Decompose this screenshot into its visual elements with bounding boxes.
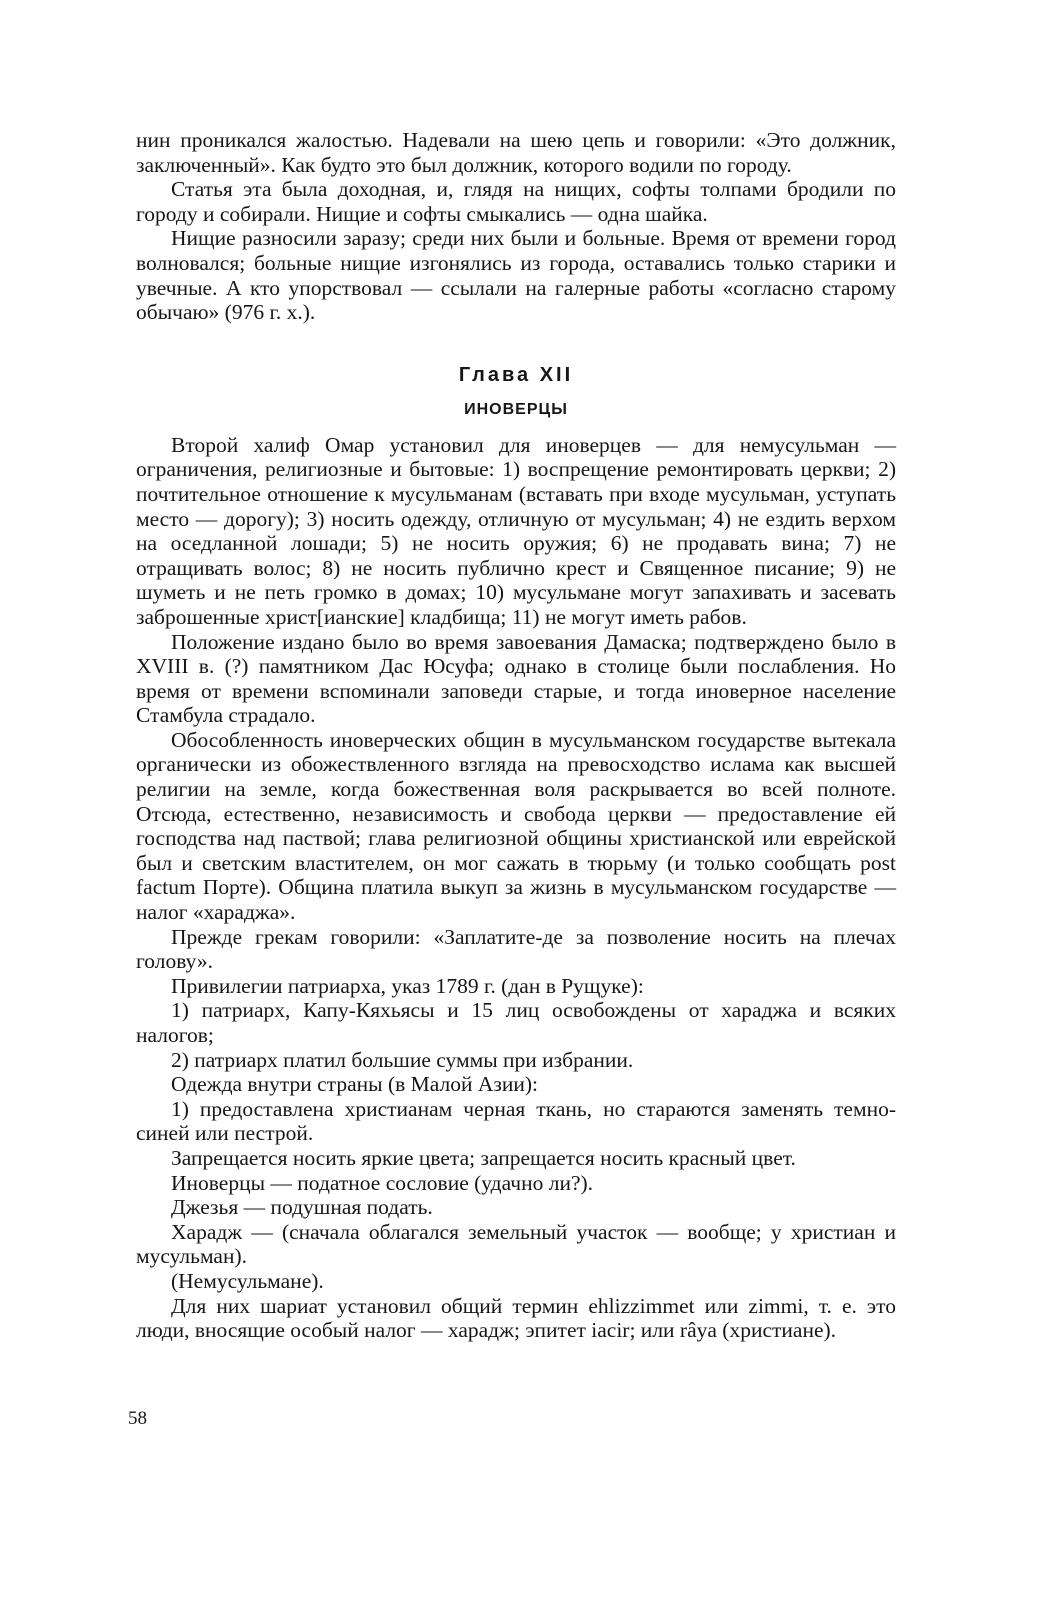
paragraph: Харадж — (сначала облагался земельный участок — вообще; у христиан и мусульман). (136, 1219, 896, 1269)
chapter-title: Глава XII (458, 363, 574, 386)
paragraph: Обособленность иноверческих общин в мусульманском государстве вытекала органически из обожествленного взгляда на превосходство ислама как высшей религии на земле, когда божественная воля раскрывается во всей полноте. Отсюда, естественно, независимость и свобода церкви — предоставление ей господства над паствой; глава религиозной общины христианской или еврейской был и светским властителем, он мог сажать в тюрьму (и только сообщать post factum Порте). Община платила выкуп за жизнь в мусульманском государстве — налог «хараджа». (136, 727, 896, 925)
paragraph: Положение издано было во время завоевания Дамаска; подтверждено было в XVIII в. (?) памятником Дас Юсуфа; однако в столице были послабления. Но время от времени вспоминали заповеди старые, и тогда иноверное население Стамбула страдало. (136, 629, 896, 728)
list-item: 1) предоставлена христианам черная ткань, но стараются заменять темно-синей или пестрой. (136, 1096, 896, 1146)
paragraph: Для них шариат установил общий термин ehlizzimmet или zimmi, т. е. это люди, вносящие особый налог — харадж; эпитет iacir; или râya (христиане). (136, 1293, 896, 1343)
chapter-subtitle: ИНОВЕРЦЫ (464, 400, 568, 418)
page-body (136, 128, 896, 1343)
paragraph: Одежда внутри страны (в Малой Азии): (171, 1072, 539, 1097)
paragraph: Запрещается носить яркие цвета; запрещается носить красный цвет. (171, 1145, 796, 1170)
list-item: 2) патриарх платил большие суммы при избрании. (171, 1047, 634, 1072)
page-number: 58 (128, 1408, 147, 1429)
paragraph: Второй халиф Омар установил для иноверцев — для немусульман — ограничения, религиозные и бытовые: 1) воспрещение ремонтировать церкви; 2) почтительное отношение к мусульманам (вставать при входе мусульман, уступать место — дорогу); 3) носить одежду, отличную от мусульман; 4) не ездить верхом на оседланной лошади; 5) не носить оружия; 6) не продавать вина; 7) не отращивать волос; 8) не носить публично крест и Священное писание; 9) не шуметь и не петь громко в домах; 10) мусульмане могут запахивать и засевать заброшенные христ[ианские] кладбища; 11) не могут иметь рабов. (136, 432, 896, 629)
paragraph: (Немусульмане). (171, 1268, 324, 1293)
list-item: 1) патриарх, Капу-Кяхьясы и 15 лиц освобождены от хараджа и всяких налогов; (136, 998, 896, 1047)
paragraph: Джезья — подушная подать. (171, 1195, 433, 1220)
paragraph: Статья эта была доходная, и, глядя на нищих, софты толпами бродили по городу и собирали. Нищие и софты смыкались — одна шайка. (136, 177, 896, 226)
paragraph: Иноверцы — податное сословие (удачно ли?). (171, 1170, 594, 1195)
paragraph: Нищие разносили заразу; среди них были и больные. Время от времени город волновался; больные нищие изгонялись из города, оставались только старики и увечные. А кто упорствовал — ссылали на галерные работы «согласно старому обычаю» (976 г. х.). (136, 226, 896, 325)
paragraph: Прежде грекам говорили: «Заплатите-де за позволение носить на плечах голову». (136, 924, 896, 974)
paragraph: нин проникался жалостью. Надевали на шею цепь и говорили: «Это должник, заключенный». Как будто это был должник, которого водили по городу. (136, 128, 896, 177)
paragraph: Привилегии патриарха, указ 1789 г. (дан в Рущуке): (171, 973, 644, 998)
